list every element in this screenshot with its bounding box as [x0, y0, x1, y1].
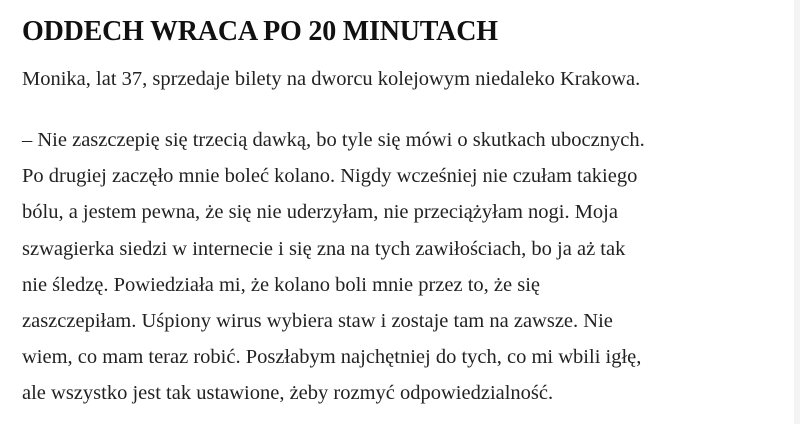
paragraph-line: Po drugiej zaczęło mnie boleć kolano. Nigdy wcześniej nie czułam takiego [22, 165, 638, 188]
paragraph-line: zaszczepiłam. Uśpiony wirus wybiera staw i zostaje tam na zawsze. Nie [22, 309, 613, 332]
paragraph-line: nie śledzę. Powiedziała mi, że kolano boli mnie przez to, że się [22, 273, 541, 296]
quote-paragraph [22, 125, 645, 415]
paragraph-line: – Nie zaszczepię się trzecią dawką, bo tyle się mówi o skutkach ubocznych. [22, 129, 645, 151]
paragraph-line: ale wszystko jest tak ustawione, żeby rozmyć odpowiedzialność. [22, 382, 554, 405]
scrollbar-track[interactable] [794, 0, 800, 424]
lead-paragraph: Monika, lat 37, sprzedaje bilety na dworcu kolejowym niedaleko Krakowa. [22, 68, 641, 90]
paragraph-line: bólu, a jestem pewna, że się nie uderzyłam, nie przeciążyłam nogi. Moja [22, 201, 618, 224]
paragraph-line: szwagierka siedzi w internecie i się zna na tych zawiłościach, bo ja aż tak [22, 237, 626, 260]
section-headline: ODDECH WRACA PO 20 MINUTACH [22, 16, 498, 47]
paragraph-line: wiem, co mam teraz robić. Poszłabym najchętniej do tych, co mi wbili igłę, [22, 346, 642, 369]
